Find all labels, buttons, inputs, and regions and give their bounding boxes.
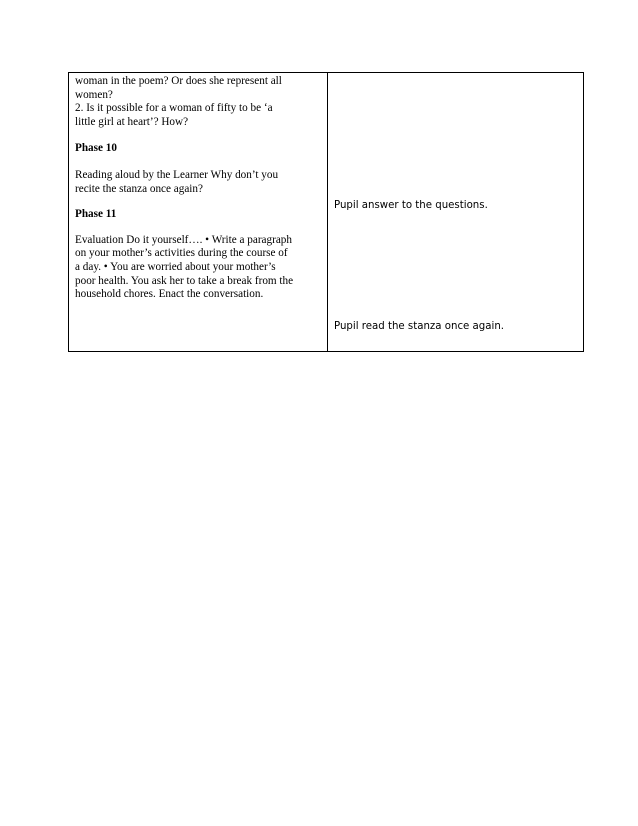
intro-line-1: woman in the poem? Or does she represent all [75, 75, 282, 87]
phase-10-line-1: Reading aloud by the Learner Why don’t you [75, 168, 279, 181]
pupil-answer-questions: Pupil answer to the questions. [334, 200, 488, 211]
spacer [75, 129, 322, 142]
phase-11-heading: Phase 11 [75, 208, 117, 221]
phase-10-heading: Phase 10 [75, 142, 117, 155]
phase-11-line-3: a day. • You are worried about your mother’s [75, 260, 276, 273]
pupil-activity-cell [328, 73, 583, 351]
phase-11-line-4: poor health. You ask her to take a break from the [75, 274, 294, 287]
spacer [75, 222, 322, 234]
intro-line-4: little girl at heart’? How? [75, 115, 189, 128]
phase-11-line-5: household chores. Enact the conversation. [75, 288, 264, 301]
phase-11-line-1: Evaluation Do it yourself…. • Write a paragraph [75, 233, 292, 246]
intro-line-3: 2. Is it possible for a woman of fifty to be ‘a [75, 102, 273, 115]
phase-10-line-2: recite the stanza once again? [75, 182, 203, 195]
spacer [75, 196, 322, 208]
lesson-plan-table [68, 72, 584, 352]
pupil-read-stanza: Pupil read the stanza once again. [334, 321, 505, 332]
intro-line-2: women? [75, 88, 113, 101]
phase-11-line-2: on your mother’s activities during the course of [75, 247, 288, 260]
teacher-activity-cell [69, 73, 328, 351]
spacer [75, 156, 322, 169]
